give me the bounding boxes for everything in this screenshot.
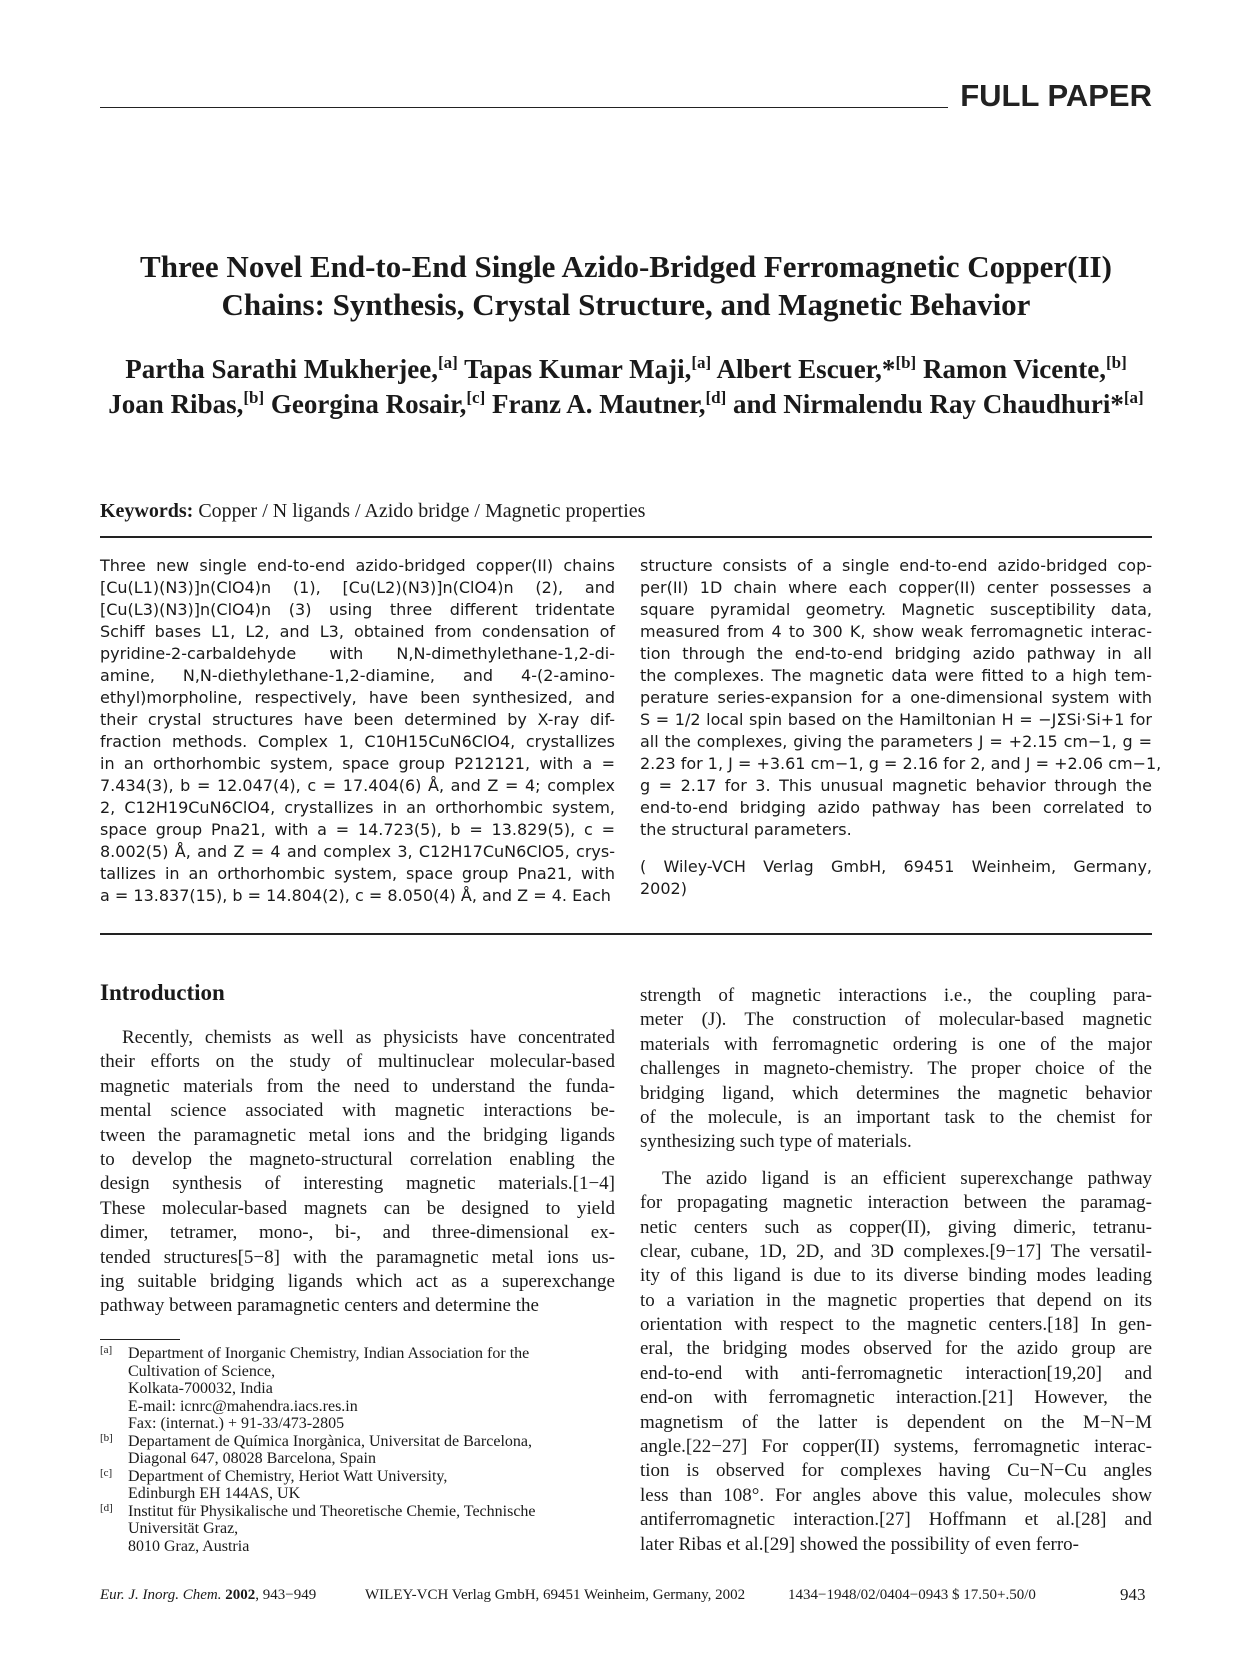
text-line: challenges in magneto-chemistry. The proper choice of the <box>640 1058 1152 1080</box>
journal-name: Eur. J. Inorg. Chem. <box>100 1587 222 1603</box>
text-line: pyridine-2-carbaldehyde with N,N-dimethylethane-1,2-di- <box>100 644 615 663</box>
text-line: angle.[22−27] For copper(II) systems, ferromagnetic interac- <box>640 1436 1152 1458</box>
footnote-line: Department of Chemistry, Heriot Watt University, <box>128 1467 448 1485</box>
author-name: Georgina Rosair, <box>270 389 467 419</box>
text-line: space group Pna21, with a = 14.723(5), b = 13.829(5), c = <box>100 820 615 839</box>
footnote-line: Institut für Physikalische und Theoretische Chemie, Technische <box>128 1502 536 1520</box>
text-line: the complexes. The magnetic data were fitted to a high tem- <box>640 666 1152 685</box>
footer-publisher: WILEY-VCH Verlag GmbH, 69451 Weinheim, Germany, 2002 <box>365 1587 746 1603</box>
text-line: strength of magnetic interactions i.e., the coupling para- <box>640 985 1152 1006</box>
author-name: Ramon Vicente, <box>922 354 1106 384</box>
text-line: a = 13.837(15), b = 14.804(2), c = 8.050(4) Å, and Z = 4. Each <box>100 886 611 905</box>
text-line: Schiff bases L1, L2, and L3, obtained from condensation of <box>100 622 615 641</box>
journal-year: 2002 <box>225 1587 256 1603</box>
footnote-line: Cultivation of Science, <box>128 1362 276 1380</box>
affiliation-mark: [c] <box>466 388 486 407</box>
text-line: clear, cubane, 1D, 2D, and 3D complexes.[9−17] The versatil- <box>640 1240 1152 1262</box>
text-line: [Cu(L3)(N3)]n(ClO4)n (3) using three different tridentate <box>100 600 615 619</box>
footnote-line: Fax: (internat.) + 91-33/473-2805 <box>128 1415 345 1432</box>
footnote-line: Diagonal 647, 08028 Barcelona, Spain <box>128 1450 376 1467</box>
text-line: end-on with ferromagnetic interaction.[21] However, the <box>640 1387 1152 1409</box>
article-type-label: FULL PAPER <box>960 78 1152 113</box>
intro-paragraph <box>640 984 1152 1155</box>
text-line: to develop the magneto-structural correlation enabling the <box>100 1148 615 1170</box>
text-line: tallizes in an orthorhombic system, space group Pna21, with <box>100 864 615 883</box>
author-name: Albert Escuer,* <box>716 354 896 384</box>
text-line: square pyramidal geometry. Magnetic susceptibility data, <box>640 600 1152 619</box>
text-line: Three new single end-to-end azido-bridged copper(II) chains <box>100 556 615 575</box>
affiliation-mark: [b] <box>895 353 917 372</box>
text-line: amine, N,N-diethylethane-1,2-diamine, and 4-(2-amino- <box>100 666 615 685</box>
author-list <box>100 352 1152 422</box>
text-line: per(II) 1D chain where each copper(II) center possesses a <box>640 578 1152 597</box>
text-line: end-to-end with anti-ferromagnetic interaction[19,20] and <box>640 1362 1152 1384</box>
title-line: Chains: Synthesis, Crystal Structure, and Magnetic Behavior <box>221 287 1031 322</box>
text-line: pathway between paramagnetic centers and determine the <box>100 1295 539 1317</box>
text-line: fraction methods. Complex 1, C10H15CuN6ClO4, crystallizes <box>100 732 615 751</box>
text-line: eral, the bridging modes observed for the azido group are <box>640 1338 1152 1360</box>
text-line: tion is observed for complexes having Cu−N−Cu angles <box>640 1460 1152 1482</box>
footnote-mark: [d] <box>100 1501 113 1514</box>
footnote-mark: [c] <box>100 1466 113 1479</box>
text-line: The azido ligand is an efficient superexchange pathway <box>662 1167 1152 1189</box>
keywords <box>100 500 1152 523</box>
copyright-notice <box>640 856 1152 900</box>
text-line: perature series-expansion for a one-dimensional system with <box>640 688 1152 707</box>
affiliation-footnote <box>100 1345 620 1433</box>
affiliation-footnote <box>100 1468 620 1503</box>
text-line: ethyl)morpholine, respectively, have been synthesized, and <box>100 688 615 707</box>
text-line: their crystal structures have been determined by X-ray dif- <box>100 710 615 729</box>
text-line: antiferromagnetic interaction.[27] Hoffmann et al.[28] and <box>640 1509 1152 1531</box>
abstract-left-column <box>100 555 615 907</box>
footnote-line: Universität Graz, <box>128 1520 239 1537</box>
author-line <box>100 352 1152 387</box>
text-line: orientation with respect to the magnetic centers.[18] In gen- <box>640 1314 1152 1336</box>
journal-pages: , 943−949 <box>255 1587 317 1603</box>
author-name: and Nirmalendu Ray Chaudhuri* <box>733 389 1124 419</box>
text-line: 7.434(3), b = 12.047(4), c = 17.404(6) Å, and Z = 4; complex <box>100 776 615 795</box>
keywords-label: Keywords: <box>100 500 194 522</box>
abstract-right-column <box>640 555 1162 900</box>
text-line: magnetism of the latter is dependent on the M−N−M <box>640 1411 1152 1433</box>
text-line: 2, C12H19CuN6ClO4, crystallizes in an orthorhombic system, <box>100 798 615 817</box>
text-line: ity of this ligand is due to its diverse binding modes leading <box>640 1265 1152 1287</box>
footnote-line: E-mail: icnrc@mahendra.iacs.res.in <box>128 1397 358 1415</box>
footnote-line: Department of Inorganic Chemistry, Indian Association for the <box>128 1345 530 1362</box>
footnote-line: Edinburgh EH 144AS, UK <box>128 1485 301 1502</box>
text-line: design synthesis of interesting magnetic materials.[1−4] <box>100 1173 615 1195</box>
text-line: 8.002(5) Å, and Z = 4 and complex 3, C12H17CuN6ClO5, crys- <box>100 842 615 861</box>
text-line: synthesizing such type of materials. <box>640 1131 912 1153</box>
text-line: 2002) <box>640 879 687 898</box>
title-line: Three Novel End-to-End Single Azido-Bridged Ferromagnetic Copper(II) <box>140 249 1112 284</box>
affiliation-mark: [a] <box>691 353 712 372</box>
text-line: later Ribas et al.[29] showed the possibility of even ferro- <box>640 1533 1079 1555</box>
footnote-line: Kolkata-700032, India <box>128 1380 273 1397</box>
text-line: to a variation in the magnetic properties that depend on its <box>640 1289 1152 1311</box>
text-line: netic centers such as copper(II), giving dimeric, tetranu- <box>640 1216 1152 1238</box>
author-name: Joan Ribas, <box>108 389 244 419</box>
text-line: of the molecule, is an important task to the chemist for <box>640 1106 1152 1128</box>
text-line: g = 2.17 for 3. This unusual magnetic behavior through the <box>640 776 1152 795</box>
abstract-bottom-rule <box>100 933 1152 935</box>
text-line: magnetic materials from the need to understand the funda- <box>100 1075 615 1097</box>
affiliation-mark: [a] <box>1123 388 1144 407</box>
text-line: structure consists of a single end-to-end azido-bridged cop- <box>640 556 1152 575</box>
intro-paragraph <box>640 1167 1152 1557</box>
text-line: These molecular-based magnets can be designed to yield <box>100 1197 615 1219</box>
author-name: Franz A. Mautner, <box>492 389 706 419</box>
text-line: bridging ligand, which determines the magnetic behavior <box>640 1082 1152 1104</box>
text-line: ing suitable bridging ligands which act as a superexchange <box>100 1270 615 1292</box>
affiliation-mark: [b] <box>1105 353 1127 372</box>
footnote-line: Departament de Química Inorgànica, Universitat de Barcelona, <box>128 1432 532 1450</box>
text-line: dimer, tetramer, mono-, bi-, and three-dimensional ex- <box>100 1222 615 1244</box>
footer-citation <box>100 1587 316 1604</box>
affiliation-mark: [a] <box>437 353 458 372</box>
text-line: in an orthorhombic system, space group P212121, with a = <box>100 754 615 773</box>
header-rule <box>100 107 948 108</box>
text-line: mental science associated with magnetic interactions be- <box>100 1100 615 1122</box>
text-line: ( Wiley-VCH Verlag GmbH, 69451 Weinheim, Germany, <box>640 857 1152 876</box>
introduction-left-column <box>100 1026 615 1319</box>
footnote-mark: [b] <box>100 1431 113 1444</box>
affiliation-footnote <box>100 1433 620 1468</box>
text-line: their efforts on the study of multinuclear molecular-based <box>100 1051 615 1073</box>
text-line: measured from 4 to 300 K, show weak ferromagnetic interac- <box>640 622 1152 641</box>
affiliation-footnotes <box>100 1345 620 1555</box>
footnote-line: 8010 Graz, Austria <box>128 1537 250 1555</box>
text-line: tended structures[5−8] with the paramagnetic metal ions us- <box>100 1246 615 1268</box>
text-line: [Cu(L1)(N3)]n(ClO4)n (1), [Cu(L2)(N3)]n(ClO4)n (2), and <box>100 578 615 597</box>
page-number: 943 <box>1120 1585 1146 1604</box>
paper-title <box>100 248 1152 324</box>
author-name: Partha Sarathi Mukherjee, <box>125 354 438 384</box>
author-name: Tapas Kumar Maji, <box>464 354 692 384</box>
affiliation-footnote <box>100 1503 620 1556</box>
footer-issn: 1434−1948/02/0404−0943 $ 17.50+.50/0 <box>788 1587 1036 1603</box>
text-line: all the complexes, giving the parameters J = +2.15 cm−1, g = <box>640 732 1152 751</box>
text-line: materials with ferromagnetic ordering is one of the major <box>640 1033 1152 1055</box>
abstract-top-rule <box>100 536 1152 538</box>
text-line: the structural parameters. <box>640 820 852 839</box>
text-line: S = 1/2 local spin based on the Hamiltonian H = −JΣSi·Si+1 for <box>640 710 1152 729</box>
text-line: for propagating magnetic interaction between the paramag- <box>640 1192 1152 1214</box>
text-line: 2.23 for 1, J = +3.61 cm−1, g = 2.16 for 2, and J = +2.06 cm−1, <box>640 754 1162 773</box>
footnote-mark: [a] <box>100 1344 113 1356</box>
text-line: less than 108°. For angles above this value, molecules show <box>640 1484 1152 1506</box>
text-line: tween the paramagnetic metal ions and the bridging ligands <box>100 1124 615 1146</box>
keywords-text: Copper / N ligands / Azido bridge / Magnetic properties <box>198 500 646 522</box>
abstract-right-lines <box>640 555 1162 841</box>
introduction-right-column <box>640 984 1152 1557</box>
author-line <box>100 387 1152 422</box>
section-heading-introduction: Introduction <box>100 980 225 1005</box>
text-line: end-to-end bridging azido pathway has been correlated to <box>640 798 1152 817</box>
text-line: Recently, chemists as well as physicists have concentrated <box>122 1027 615 1048</box>
text-line: meter (J). The construction of molecular-based magnetic <box>640 1009 1152 1031</box>
footnote-rule <box>100 1339 180 1340</box>
affiliation-mark: [d] <box>705 388 727 407</box>
text-line: tion through the end-to-end bridging azido pathway in all <box>640 644 1152 663</box>
affiliation-mark: [b] <box>243 388 265 407</box>
